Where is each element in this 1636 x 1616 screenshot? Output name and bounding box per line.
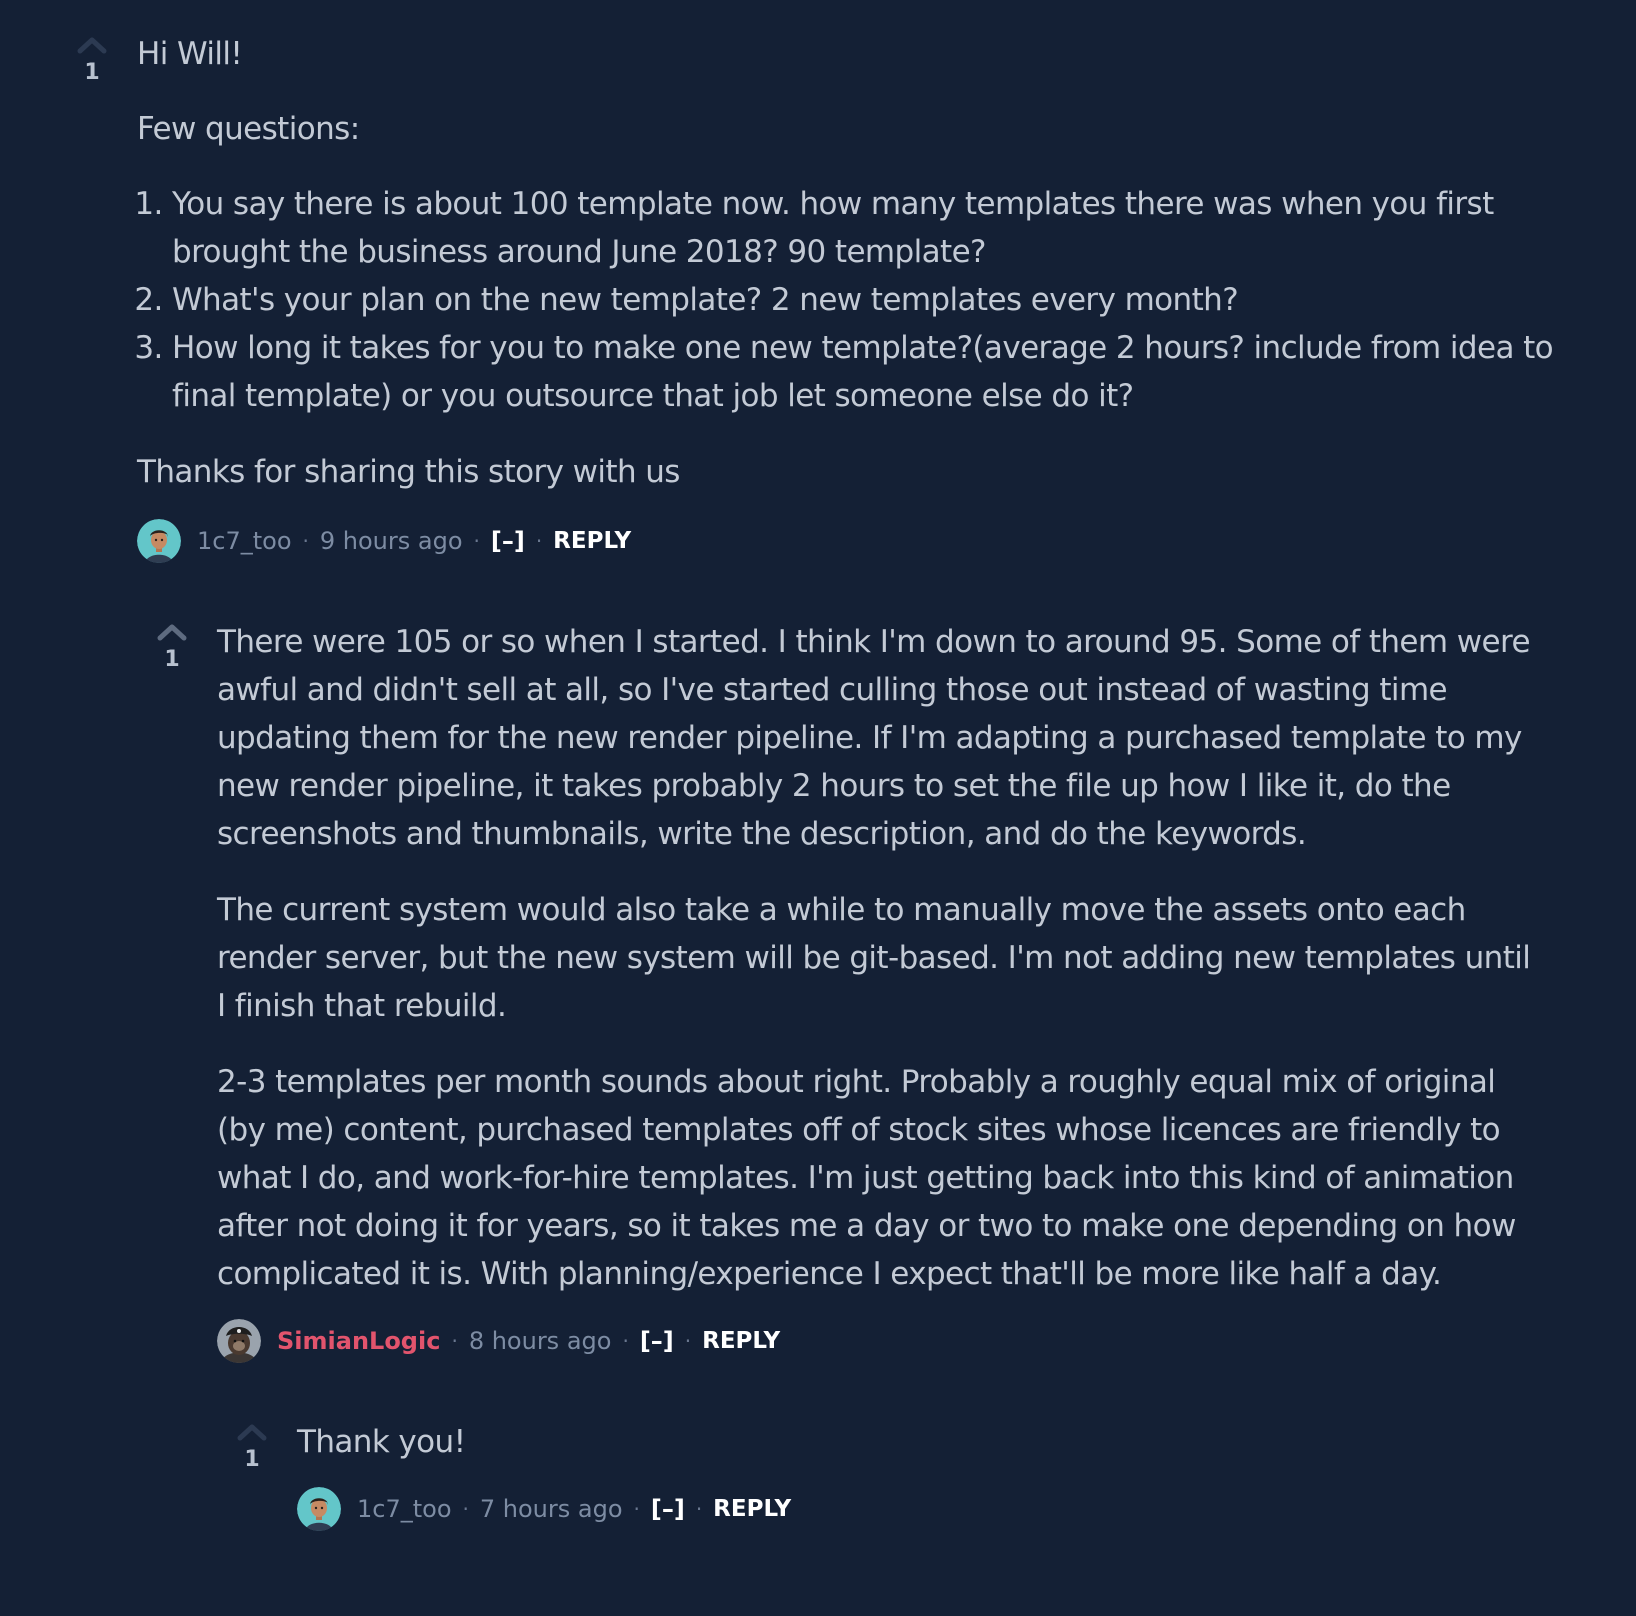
timestamp[interactable]: 9 hours ago [319, 527, 463, 555]
timestamp[interactable]: 7 hours ago [479, 1495, 623, 1523]
author-name[interactable]: 1c7_too [357, 1495, 452, 1523]
comment-paragraph: 2-3 templates per month sounds about right. Probably a roughly equal mix of original (by me) content, purchased templates off of stock sites whose licences are friendly to what I do, and work-for-hire templates. I'm just getting back into this kind of animation after not doing it for years, so it takes me a day or two to make one depending on how complicated it is. With planning/experience I expect that'll be more like half a day. [217, 1064, 1516, 1292]
upvote-arrow-icon[interactable] [157, 623, 187, 641]
separator-dot: · [473, 529, 480, 553]
author-name[interactable]: SimianLogic [277, 1327, 441, 1355]
collapse-button[interactable]: [–] [490, 527, 525, 555]
upvote-arrow-icon[interactable] [237, 1423, 267, 1441]
separator-dot: · [302, 529, 309, 553]
comment-paragraph: Thank you! [297, 1424, 466, 1460]
question-list [137, 180, 1592, 420]
avatar[interactable] [217, 1319, 261, 1363]
separator-dot: · [622, 1329, 629, 1353]
separator-dot: · [684, 1329, 692, 1353]
vote-count: 1 [244, 1447, 260, 1472]
collapse-button[interactable]: [–] [639, 1327, 674, 1355]
vote-column [152, 623, 192, 672]
timestamp[interactable]: 8 hours ago [468, 1327, 612, 1355]
reply-button[interactable]: REPLY [553, 528, 632, 554]
list-item: 2. What's your plan on the new template? 2 new templates every month? [172, 276, 1592, 324]
separator-dot: · [695, 1497, 703, 1521]
separator-dot: · [462, 1497, 469, 1521]
list-item: 1. You say there is about 100 template now. how many templates there was when you first brought the business around June 2018? 90 template? [172, 180, 1592, 276]
separator-dot: · [535, 529, 543, 553]
avatar[interactable] [297, 1487, 341, 1531]
comment-meta [297, 1487, 791, 1531]
comment-paragraph: Thanks for sharing this story with us [137, 454, 680, 490]
vote-column [72, 36, 112, 85]
author-name[interactable]: 1c7_too [197, 527, 292, 555]
list-item: 3. How long it takes for you to make one new template?(average 2 hours? include from idea to final template) or you outsource that job let someone else do it? [172, 324, 1592, 420]
comment-meta [217, 1319, 780, 1363]
collapse-button[interactable]: [–] [650, 1495, 685, 1523]
comment-meta [137, 519, 631, 563]
comment-body [217, 618, 1547, 1326]
comment-body [137, 30, 1554, 524]
upvote-arrow-icon[interactable] [77, 36, 107, 54]
separator-dot: · [451, 1329, 458, 1353]
vote-count: 1 [164, 647, 180, 672]
reply-button[interactable]: REPLY [702, 1328, 781, 1354]
vote-count: 1 [84, 60, 100, 85]
avatar[interactable] [137, 519, 181, 563]
comment-paragraph: Few questions: [137, 111, 360, 147]
reply-button[interactable]: REPLY [713, 1496, 792, 1522]
comment-paragraph: Hi Will! [137, 36, 243, 72]
separator-dot: · [633, 1497, 640, 1521]
comment-body [297, 1418, 1497, 1494]
comment-paragraph: The current system would also take a while to manually move the assets onto each render server, but the new system will be git-based. I'm not adding new templates until I finish that rebuild. [217, 892, 1531, 1024]
vote-column [232, 1423, 272, 1472]
comment-paragraph: There were 105 or so when I started. I think I'm down to around 95. Some of them were awful and didn't sell at all, so I've started culling those out instead of wasting time updating them for the new render pipeline. If I'm adapting a purchased template to my new render pipeline, it takes probably 2 hours to set the file up how I like it, do the screenshots and thumbnails, write the description, and do the keywords. [217, 624, 1530, 852]
